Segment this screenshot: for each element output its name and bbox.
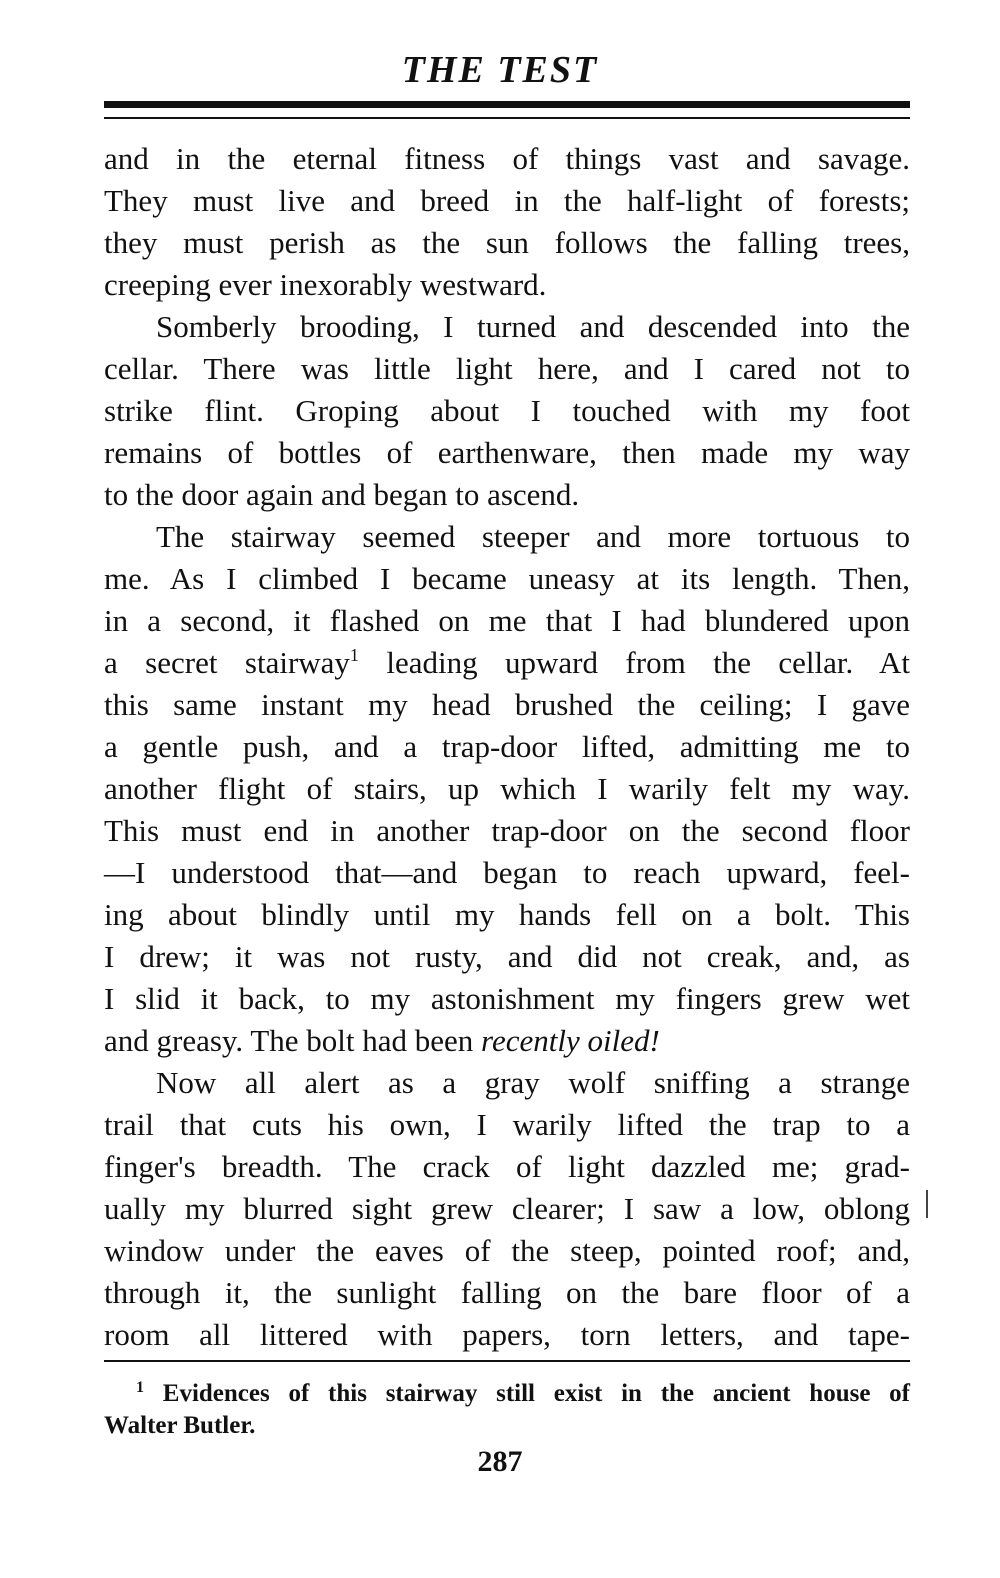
page-number: 287 (477, 1445, 523, 1478)
footnote-rule (104, 1360, 910, 1362)
text-segment: and greasy. The bolt had been (104, 1023, 482, 1058)
running-title: THE TEST (401, 49, 599, 91)
text-line: finger's breadth. The crack of light dazzled me; grad- (104, 1149, 910, 1184)
text-line: this same instant my head brushed the ceiling; I gave (104, 687, 910, 722)
text-line: and in the eternal fitness of things vast and savage. (104, 141, 910, 176)
text-line: strike flint. Groping about I touched with my foot (104, 393, 910, 428)
text-line-with-emphasis (104, 1020, 910, 1062)
footnote (104, 1378, 910, 1442)
header-rule-thick (104, 101, 910, 108)
text-line: creeping ever inexorably westward. (104, 267, 547, 302)
text-line: Now all alert as a gray wolf sniffing a strange (156, 1065, 910, 1100)
text-line: window under the eaves of the steep, pointed roof; and, (104, 1233, 910, 1268)
header-rule-thin (104, 117, 910, 119)
text-line: I drew; it was not rusty, and did not creak, and, as (104, 939, 910, 974)
text-line: —I understood that—and began to reach upward, feel- (104, 855, 910, 890)
text-line: me. As I climbed I became uneasy at its length. Then, (104, 561, 910, 596)
text-line: remains of bottles of earthenware, then made my way (104, 435, 910, 470)
text-line: they must perish as the sun follows the falling trees, (104, 225, 910, 260)
text-line: room all littered with papers, torn letters, and tape- (104, 1317, 910, 1352)
emphasis-text: recently oiled! (481, 1023, 660, 1058)
footnote-line (104, 1378, 910, 1410)
footnote-line: Walter Butler. (104, 1412, 256, 1439)
margin-mark (926, 1190, 932, 1218)
footnote-reference: 1 (349, 645, 359, 665)
text-line: through it, the sunlight falling on the bare floor of a (104, 1275, 910, 1310)
text-line-with-footnote-ref (104, 642, 910, 684)
footnote-marker: 1 (136, 1379, 144, 1396)
text-line: a gentle push, and a trap-door lifted, admitting me to (104, 729, 910, 764)
text-line: This must end in another trap-door on the second floor (104, 813, 910, 848)
body-text (104, 138, 910, 1356)
text-line: in a second, it flashed on me that I had blundered upon (104, 603, 910, 638)
text-segment: a secret stairway (104, 645, 350, 680)
text-line: The stairway seemed steeper and more tortuous to (156, 519, 910, 554)
text-line: trail that cuts his own, I warily lifted the trap to a (104, 1107, 910, 1142)
text-segment: leading upward from the cellar. At (358, 645, 910, 680)
text-line: another flight of stairs, up which I warily felt my way. (104, 771, 910, 806)
text-line: ing about blindly until my hands fell on a bolt. This (104, 897, 910, 932)
text-line: They must live and breed in the half-light of forests; (104, 183, 910, 218)
text-line: to the door again and began to ascend. (104, 477, 580, 512)
text-line: ually my blurred sight grew clearer; I saw a low, oblong (104, 1191, 910, 1226)
text-line: cellar. There was little light here, and I cared not to (104, 351, 910, 386)
text-line: Somberly brooding, I turned and descended into the (156, 309, 910, 344)
footnote-text: Evidences of this stairway still exist in the ancient house of (162, 1380, 911, 1407)
text-line: I slid it back, to my astonishment my fingers grew wet (104, 981, 910, 1016)
